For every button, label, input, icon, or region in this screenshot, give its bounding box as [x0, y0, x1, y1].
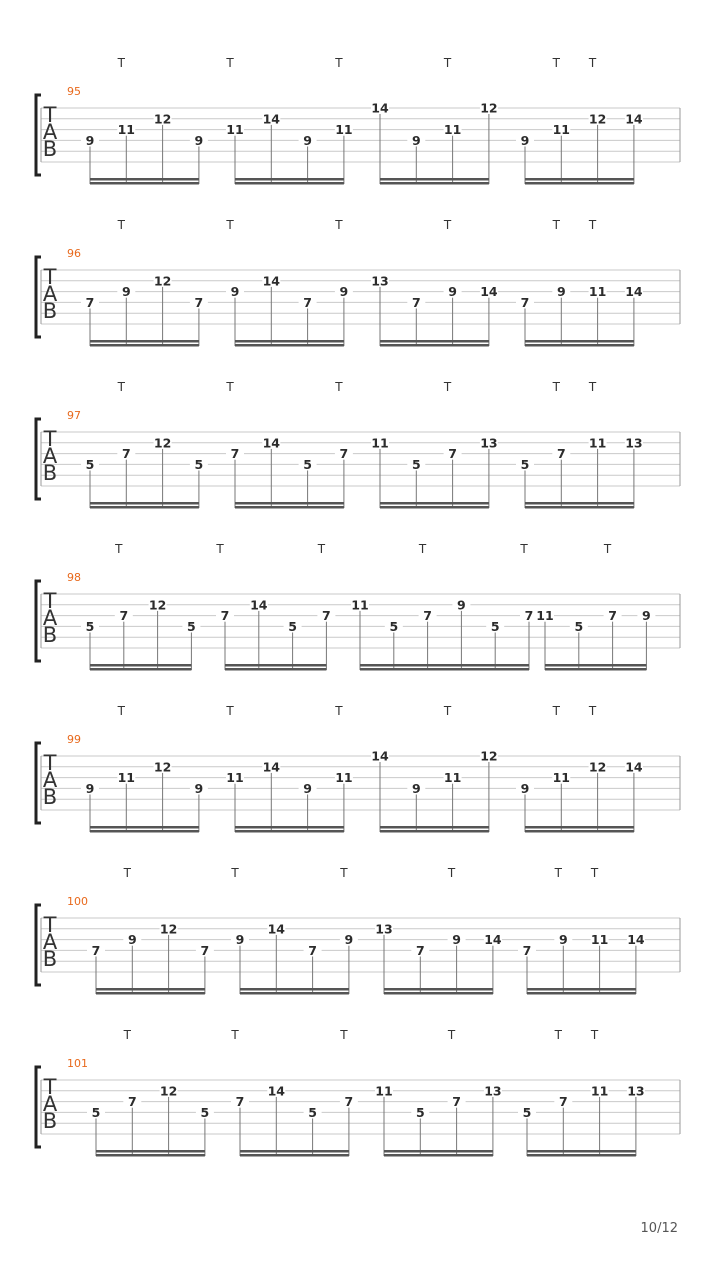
- beam-primary: [527, 988, 636, 991]
- fret-number: 9: [556, 284, 566, 300]
- tab-clef-a: A: [42, 282, 58, 306]
- fret-number: 7: [344, 1094, 354, 1110]
- tab-clef-b: B: [42, 785, 58, 809]
- fret-number: 5: [194, 456, 204, 472]
- fret-number: 11: [375, 1083, 393, 1099]
- fret-number: 7: [423, 608, 432, 624]
- fret-number: 12: [588, 111, 607, 127]
- fret-number: 5: [411, 456, 421, 472]
- fret-number: 7: [322, 608, 331, 624]
- tab-system-100: [36, 866, 680, 995]
- fret-number: 7: [556, 446, 566, 462]
- fret-number: 9: [339, 284, 349, 300]
- tap-mark: T: [603, 542, 612, 556]
- tap-mark: T: [588, 218, 597, 232]
- tab-system-96: [36, 218, 680, 347]
- fret-number: 11: [590, 932, 609, 948]
- fret-number: 5: [522, 1104, 532, 1120]
- beam-secondary: [240, 1154, 349, 1157]
- beam-primary: [380, 178, 489, 181]
- tap-mark: T: [590, 1028, 599, 1042]
- beam-primary: [380, 826, 489, 829]
- fret-number: 14: [262, 273, 281, 289]
- tap-mark: T: [588, 380, 597, 394]
- tab-clef-a: A: [42, 768, 58, 792]
- tap-mark: T: [123, 1028, 131, 1042]
- tap-mark: T: [117, 380, 125, 394]
- fret-number: 14: [625, 759, 643, 775]
- beam-secondary: [90, 830, 199, 833]
- beam-secondary: [235, 506, 344, 509]
- beam-secondary: [384, 992, 493, 995]
- tab-clef-b: B: [42, 947, 58, 971]
- fret-number: 12: [153, 759, 172, 775]
- fret-number: 14: [625, 111, 643, 127]
- beam-secondary: [527, 1154, 636, 1157]
- fret-number: 12: [159, 921, 178, 937]
- page-number: 10/12: [640, 1221, 678, 1236]
- beam-primary: [96, 988, 205, 991]
- tab-clef-b: B: [42, 137, 58, 161]
- fret-number: 14: [371, 748, 389, 764]
- beam-secondary: [90, 668, 191, 671]
- fret-number: 11: [117, 122, 136, 138]
- fret-number: 12: [480, 748, 498, 764]
- beam-primary: [90, 178, 199, 181]
- fret-number: 9: [642, 608, 651, 624]
- fret-number: 11: [590, 1083, 609, 1099]
- beam-primary: [360, 664, 529, 667]
- tab-clef-t: T: [43, 427, 57, 451]
- tab-clef-a: A: [42, 930, 58, 954]
- fret-number: 11: [588, 284, 607, 300]
- fret-number: 5: [415, 1104, 425, 1120]
- tap-mark: T: [447, 866, 456, 880]
- tap-mark: T: [317, 542, 326, 556]
- fret-number: 9: [303, 780, 312, 796]
- tap-mark: T: [552, 704, 560, 718]
- fret-number: 7: [520, 294, 530, 310]
- beam-secondary: [96, 992, 205, 995]
- fret-number: 9: [520, 780, 530, 796]
- beam-primary: [240, 988, 349, 991]
- fret-number: 9: [344, 932, 354, 948]
- fret-number: 5: [85, 618, 95, 634]
- fret-number: 5: [303, 456, 312, 472]
- tap-mark: T: [552, 218, 560, 232]
- fret-number: 7: [608, 608, 617, 624]
- fret-number: 7: [524, 608, 534, 624]
- fret-number: 11: [443, 770, 462, 786]
- beam-primary: [90, 502, 199, 505]
- tap-mark: T: [588, 56, 597, 70]
- fret-number: 9: [558, 932, 568, 948]
- fret-number: 14: [262, 435, 281, 451]
- tap-mark: T: [588, 704, 597, 718]
- fret-number: 9: [235, 932, 245, 948]
- beam-secondary: [90, 182, 199, 185]
- beam-secondary: [380, 506, 489, 509]
- fret-number: 7: [558, 1094, 568, 1110]
- tap-mark: T: [554, 1028, 562, 1042]
- beam-primary: [225, 664, 326, 667]
- tap-mark: T: [335, 704, 343, 718]
- fret-number: 5: [389, 618, 399, 634]
- tap-mark: T: [117, 218, 125, 232]
- fret-number: 11: [351, 597, 369, 613]
- system-bracket: [36, 257, 41, 337]
- tap-mark: T: [226, 56, 234, 70]
- beam-primary: [96, 1150, 205, 1153]
- tab-clef-a: A: [42, 444, 58, 468]
- tab-clef-a: A: [42, 1092, 58, 1116]
- beam-primary: [527, 1150, 636, 1153]
- tap-mark: T: [226, 704, 234, 718]
- tap-mark: T: [340, 866, 348, 880]
- fret-number: 11: [117, 770, 136, 786]
- fret-number: 5: [490, 618, 500, 634]
- system-bracket: [36, 419, 41, 499]
- fret-number: 7: [220, 608, 230, 624]
- beam-primary: [545, 664, 646, 667]
- fret-number: 13: [625, 435, 643, 451]
- fret-number: 12: [153, 273, 172, 289]
- fret-number: 5: [308, 1104, 317, 1120]
- beam-primary: [90, 826, 199, 829]
- beam-secondary: [525, 344, 634, 347]
- fret-number: 5: [574, 618, 584, 634]
- tab-clef-t: T: [43, 103, 57, 127]
- measure-number: 97: [67, 409, 81, 422]
- fret-number: 7: [448, 446, 457, 462]
- tap-mark: T: [335, 218, 343, 232]
- beam-primary: [235, 502, 344, 505]
- beam-primary: [525, 826, 634, 829]
- system-bracket: [36, 95, 41, 175]
- system-bracket: [36, 581, 41, 661]
- measure-number: 98: [67, 571, 81, 584]
- tab-system-98: [36, 542, 680, 671]
- fret-number: 14: [267, 1083, 286, 1099]
- fret-number: 12: [148, 597, 167, 613]
- beam-primary: [525, 178, 634, 181]
- fret-number: 7: [121, 446, 131, 462]
- beam-secondary: [235, 182, 344, 185]
- fret-number: 7: [308, 942, 317, 958]
- tap-mark: T: [231, 866, 239, 880]
- tap-mark: T: [520, 542, 528, 556]
- tap-mark: T: [335, 380, 343, 394]
- fret-number: 7: [415, 942, 425, 958]
- beam-secondary: [384, 1154, 493, 1157]
- tap-mark: T: [117, 704, 125, 718]
- fret-number: 5: [520, 456, 530, 472]
- tab-clef-t: T: [43, 1075, 57, 1099]
- fret-number: 7: [127, 1094, 137, 1110]
- fret-number: 7: [85, 294, 95, 310]
- tap-mark: T: [226, 218, 234, 232]
- fret-number: 14: [480, 284, 498, 300]
- fret-number: 7: [235, 1094, 245, 1110]
- beam-primary: [235, 178, 344, 181]
- fret-number: 9: [127, 932, 137, 948]
- fret-number: 13: [375, 921, 393, 937]
- tap-mark: T: [123, 866, 131, 880]
- fret-number: 9: [457, 597, 466, 613]
- fret-number: 7: [194, 294, 204, 310]
- fret-number: 9: [411, 780, 421, 796]
- tab-clef-t: T: [43, 589, 57, 613]
- tap-mark: T: [590, 866, 599, 880]
- fret-number: 13: [480, 435, 498, 451]
- tab-clef-b: B: [42, 1109, 58, 1133]
- tap-mark: T: [447, 1028, 456, 1042]
- beam-primary: [525, 340, 634, 343]
- fret-number: 11: [552, 770, 571, 786]
- beam-primary: [380, 502, 489, 505]
- tab-system-99: [36, 704, 680, 833]
- fret-number: 9: [230, 284, 240, 300]
- tap-mark: T: [443, 704, 452, 718]
- fret-number: 7: [91, 942, 101, 958]
- fret-number: 12: [153, 435, 172, 451]
- fret-number: 11: [371, 435, 389, 451]
- tab-clef-b: B: [42, 299, 58, 323]
- system-bracket: [36, 743, 41, 823]
- tab-system-97: [36, 380, 680, 509]
- measure-number: 99: [67, 733, 81, 746]
- fret-number: 9: [520, 132, 530, 148]
- fret-number: 9: [448, 284, 457, 300]
- tab-clef-b: B: [42, 623, 58, 647]
- fret-number: 5: [85, 456, 95, 472]
- fret-number: 14: [267, 921, 286, 937]
- beam-primary: [90, 340, 199, 343]
- system-bracket: [36, 905, 41, 985]
- beam-secondary: [380, 344, 489, 347]
- fret-number: 9: [121, 284, 131, 300]
- fret-number: 14: [262, 111, 281, 127]
- fret-number: 14: [627, 932, 645, 948]
- fret-number: 9: [452, 932, 461, 948]
- tab-clef-a: A: [42, 120, 58, 144]
- beam-secondary: [90, 344, 199, 347]
- fret-number: 11: [335, 770, 353, 786]
- beam-secondary: [527, 992, 636, 995]
- fret-number: 9: [85, 780, 95, 796]
- beam-secondary: [525, 506, 634, 509]
- beam-secondary: [96, 1154, 205, 1157]
- fret-number: 7: [411, 294, 421, 310]
- fret-number: 7: [200, 942, 210, 958]
- fret-number: 14: [484, 932, 502, 948]
- fret-number: 7: [119, 608, 129, 624]
- beam-primary: [235, 340, 344, 343]
- beam-secondary: [380, 182, 489, 185]
- measure-number: 96: [67, 247, 81, 260]
- fret-number: 12: [159, 1083, 178, 1099]
- fret-number: 14: [250, 597, 268, 613]
- beam-secondary: [235, 344, 344, 347]
- fret-number: 5: [91, 1104, 101, 1120]
- fret-number: 13: [371, 273, 389, 289]
- tap-mark: T: [216, 542, 224, 556]
- fret-number: 11: [588, 435, 607, 451]
- tap-mark: T: [231, 1028, 239, 1042]
- beam-secondary: [235, 830, 344, 833]
- beam-primary: [90, 664, 191, 667]
- fret-number: 11: [226, 770, 244, 786]
- fret-number: 5: [288, 618, 297, 634]
- tap-mark: T: [552, 56, 560, 70]
- beam-primary: [240, 1150, 349, 1153]
- fret-number: 12: [153, 111, 172, 127]
- system-bracket: [36, 1067, 41, 1147]
- beam-secondary: [545, 668, 646, 671]
- fret-number: 12: [480, 100, 498, 116]
- fret-number: 11: [552, 122, 571, 138]
- tap-mark: T: [117, 56, 125, 70]
- beam-secondary: [360, 668, 529, 671]
- fret-number: 7: [230, 446, 240, 462]
- tab-system-95: [36, 56, 680, 185]
- beam-primary: [380, 340, 489, 343]
- tab-clef-b: B: [42, 461, 58, 485]
- fret-number: 11: [226, 122, 244, 138]
- beam-primary: [235, 826, 344, 829]
- fret-number: 9: [194, 780, 204, 796]
- fret-number: 14: [625, 284, 643, 300]
- fret-number: 11: [536, 608, 554, 624]
- beam-primary: [384, 1150, 493, 1153]
- beam-secondary: [240, 992, 349, 995]
- fret-number: 7: [303, 294, 312, 310]
- beam-primary: [384, 988, 493, 991]
- tap-mark: T: [443, 56, 452, 70]
- fret-number: 5: [200, 1104, 210, 1120]
- fret-number: 7: [522, 942, 532, 958]
- tap-mark: T: [340, 1028, 348, 1042]
- fret-number: 13: [627, 1083, 645, 1099]
- fret-number: 9: [303, 132, 312, 148]
- fret-number: 12: [588, 759, 607, 775]
- beam-secondary: [525, 830, 634, 833]
- fret-number: 7: [452, 1094, 461, 1110]
- tab-clef-t: T: [43, 913, 57, 937]
- measure-number: 95: [67, 85, 81, 98]
- fret-number: 5: [187, 618, 196, 634]
- tab-clef-a: A: [42, 606, 58, 630]
- beam-secondary: [525, 182, 634, 185]
- beam-primary: [525, 502, 634, 505]
- tab-system-101: [36, 1028, 680, 1157]
- tap-mark: T: [335, 56, 343, 70]
- tab-clef-t: T: [43, 265, 57, 289]
- tap-mark: T: [418, 542, 427, 556]
- fret-number: 11: [443, 122, 462, 138]
- beam-secondary: [225, 668, 326, 671]
- fret-number: 9: [194, 132, 204, 148]
- tab-clef-t: T: [43, 751, 57, 775]
- fret-number: 11: [335, 122, 353, 138]
- fret-number: 9: [85, 132, 95, 148]
- fret-number: 13: [484, 1083, 502, 1099]
- beam-secondary: [90, 506, 199, 509]
- fret-number: 14: [262, 759, 281, 775]
- tap-mark: T: [443, 380, 452, 394]
- tap-mark: T: [443, 218, 452, 232]
- fret-number: 7: [339, 446, 349, 462]
- measure-number: 100: [67, 895, 88, 908]
- tap-mark: T: [226, 380, 234, 394]
- tap-mark: T: [115, 542, 123, 556]
- tap-mark: T: [554, 866, 562, 880]
- fret-number: 9: [411, 132, 421, 148]
- measure-number: 101: [67, 1057, 88, 1070]
- tap-mark: T: [552, 380, 560, 394]
- beam-secondary: [380, 830, 489, 833]
- fret-number: 14: [371, 100, 389, 116]
